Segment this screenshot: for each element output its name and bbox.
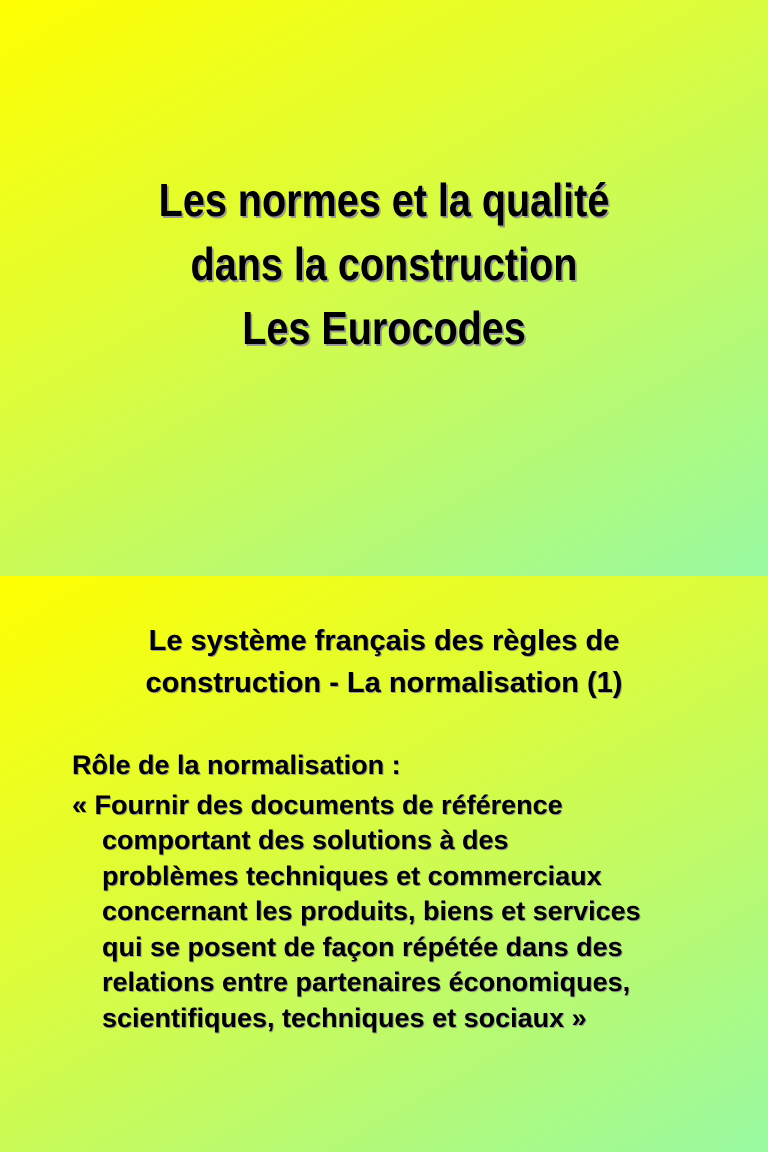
slide-2-title-line: Le système français des règles de bbox=[148, 625, 620, 657]
quote-line: qui se posent de façon répétée dans des bbox=[102, 931, 623, 962]
quote-line: « Fournir des documents de référence bbox=[72, 789, 563, 820]
slide-1-title-line: Les normes et la qualité bbox=[158, 174, 610, 226]
slide-2-title-line: construction - La normalisation (1) bbox=[145, 667, 623, 699]
quote-line: concernant les produits, biens et services bbox=[102, 896, 641, 926]
slide-2-title bbox=[0, 620, 768, 704]
slide-2-body bbox=[72, 748, 732, 1036]
quote-line: problèmes techniques et commerciaux bbox=[102, 860, 602, 891]
section-heading: Rôle de la normalisation : bbox=[72, 750, 401, 780]
slide-1-title bbox=[54, 168, 714, 360]
quote-line: scientifiques, techniques et sociaux » bbox=[102, 1002, 587, 1033]
quote-line: relations entre partenaires économiques, bbox=[102, 967, 631, 997]
slide-normalisation bbox=[0, 576, 768, 1152]
slide-1-title-line: dans la construction bbox=[190, 238, 578, 290]
slide-1-title-line: Les Eurocodes bbox=[242, 302, 526, 354]
quote-line: comportant des solutions à des bbox=[102, 825, 509, 855]
